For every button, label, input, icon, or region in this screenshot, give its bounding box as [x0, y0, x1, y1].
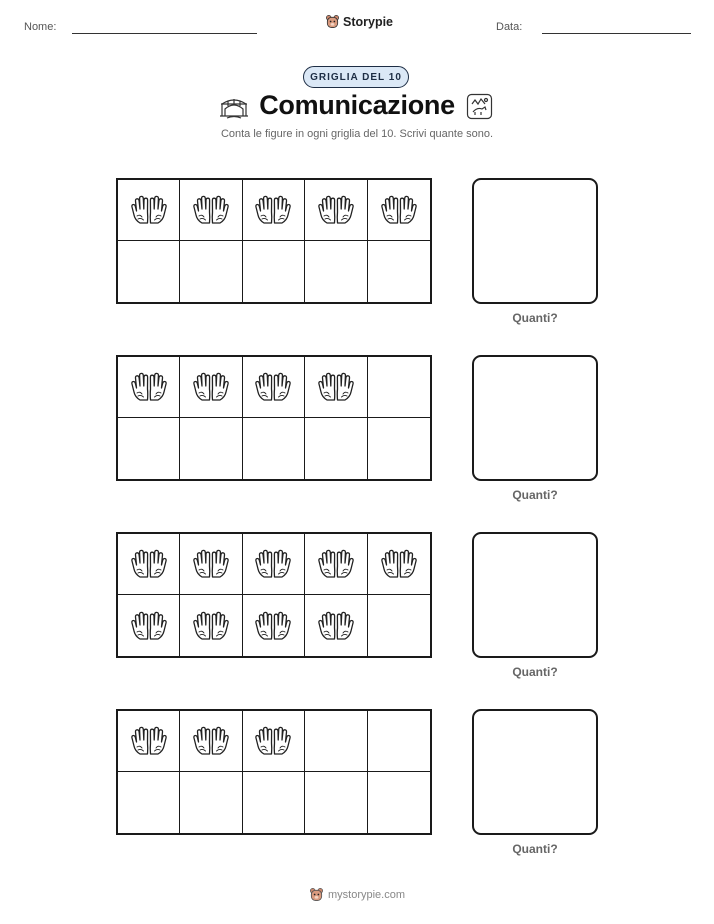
ten-frame-cell: [305, 772, 367, 833]
open-hands-icon: [253, 194, 293, 226]
ten-frame-cell: [368, 180, 430, 241]
answer-box-3[interactable]: [472, 532, 598, 658]
bear-logo-icon: [309, 887, 324, 902]
open-hands-icon: [253, 548, 293, 580]
ten-frame-4: [116, 709, 432, 835]
open-hands-icon: [379, 548, 419, 580]
ten-frame-cell: [180, 534, 242, 595]
ten-frame-cell: [368, 595, 430, 656]
worksheet-title: Comunicazione: [259, 90, 455, 120]
date-label: Data:: [496, 21, 523, 33]
open-hands-icon: [129, 725, 169, 757]
ten-frame-cell: [243, 711, 305, 772]
open-hands-icon: [129, 371, 169, 403]
open-hands-icon: [191, 548, 231, 580]
open-hands-icon: [129, 194, 169, 226]
ten-frame-cell: [118, 180, 180, 241]
open-hands-icon: [253, 610, 293, 642]
open-hands-icon: [191, 610, 231, 642]
open-hands-icon: [253, 725, 293, 757]
ten-frame-cell: [305, 418, 367, 479]
ten-frame-cell: [118, 357, 180, 418]
ten-frame-cell: [180, 772, 242, 833]
ten-frame-cell: [118, 534, 180, 595]
ten-frame-cell: [243, 418, 305, 479]
footer: [0, 887, 714, 902]
open-hands-icon: [191, 194, 231, 226]
answer-label-1: Quanti?: [512, 311, 558, 325]
answer-box-1[interactable]: [472, 178, 598, 304]
ten-frame-cell: [368, 534, 430, 595]
worksheet-type-badge: GRIGLIA DEL 10: [303, 66, 409, 88]
ten-frame-cell: [305, 534, 367, 595]
ten-frame-cell: [180, 357, 242, 418]
ten-frame-2: [116, 355, 432, 481]
ten-frame-cell: [180, 418, 242, 479]
ten-frame-cell: [305, 711, 367, 772]
ten-frame-cell: [180, 711, 242, 772]
ten-frame-cell: [368, 241, 430, 302]
ten-frame-cell: [243, 595, 305, 656]
open-hands-icon: [253, 371, 293, 403]
date-line[interactable]: [542, 33, 691, 34]
ten-frame-1: [116, 178, 432, 304]
open-hands-icon: [129, 548, 169, 580]
brand-logo: [325, 14, 393, 29]
ten-frame-cell: [180, 180, 242, 241]
ten-frame-cell: [305, 180, 367, 241]
answer-box-2[interactable]: [472, 355, 598, 481]
ten-frame-cell: [118, 772, 180, 833]
open-hands-icon: [379, 194, 419, 226]
ten-frame-cell: [368, 418, 430, 479]
open-hands-icon: [316, 548, 356, 580]
open-hands-icon: [191, 371, 231, 403]
brand-name: Storypie: [343, 14, 394, 29]
ten-frame-cell: [118, 711, 180, 772]
ten-frame-cell: [243, 180, 305, 241]
footer-url[interactable]: mystorypie.com: [327, 888, 406, 901]
ten-frame-cell: [180, 595, 242, 656]
open-hands-icon: [316, 371, 356, 403]
ten-frame-cell: [368, 772, 430, 833]
name-line[interactable]: [72, 33, 257, 34]
ten-frame-cell: [118, 418, 180, 479]
open-hands-icon: [191, 725, 231, 757]
open-hands-icon: [316, 610, 356, 642]
open-hands-icon: [316, 194, 356, 226]
cave-painting-icon: [466, 93, 493, 120]
ten-frame-3: [116, 532, 432, 658]
ten-frame-cell: [118, 595, 180, 656]
ten-frame-cell: [243, 534, 305, 595]
ten-frame-cell: [243, 772, 305, 833]
ten-frame-cell: [305, 357, 367, 418]
name-label: Nome:: [24, 21, 57, 33]
instructions-text: Conta le figure in ogni griglia del 10. Scrivi quante sono.: [220, 128, 494, 140]
answer-box-4[interactable]: [472, 709, 598, 835]
ten-frame-cell: [368, 711, 430, 772]
bear-logo-icon: [325, 14, 340, 29]
answer-label-2: Quanti?: [512, 488, 558, 502]
ten-frame-cell: [180, 241, 242, 302]
ten-frame-cell: [118, 241, 180, 302]
ten-frame-cell: [305, 595, 367, 656]
ten-frame-cell: [243, 241, 305, 302]
answer-label-4: Quanti?: [512, 842, 558, 856]
ten-frame-cell: [368, 357, 430, 418]
answer-label-3: Quanti?: [512, 665, 558, 679]
ten-frame-cell: [243, 357, 305, 418]
open-hands-icon: [129, 610, 169, 642]
ten-frame-cell: [305, 241, 367, 302]
